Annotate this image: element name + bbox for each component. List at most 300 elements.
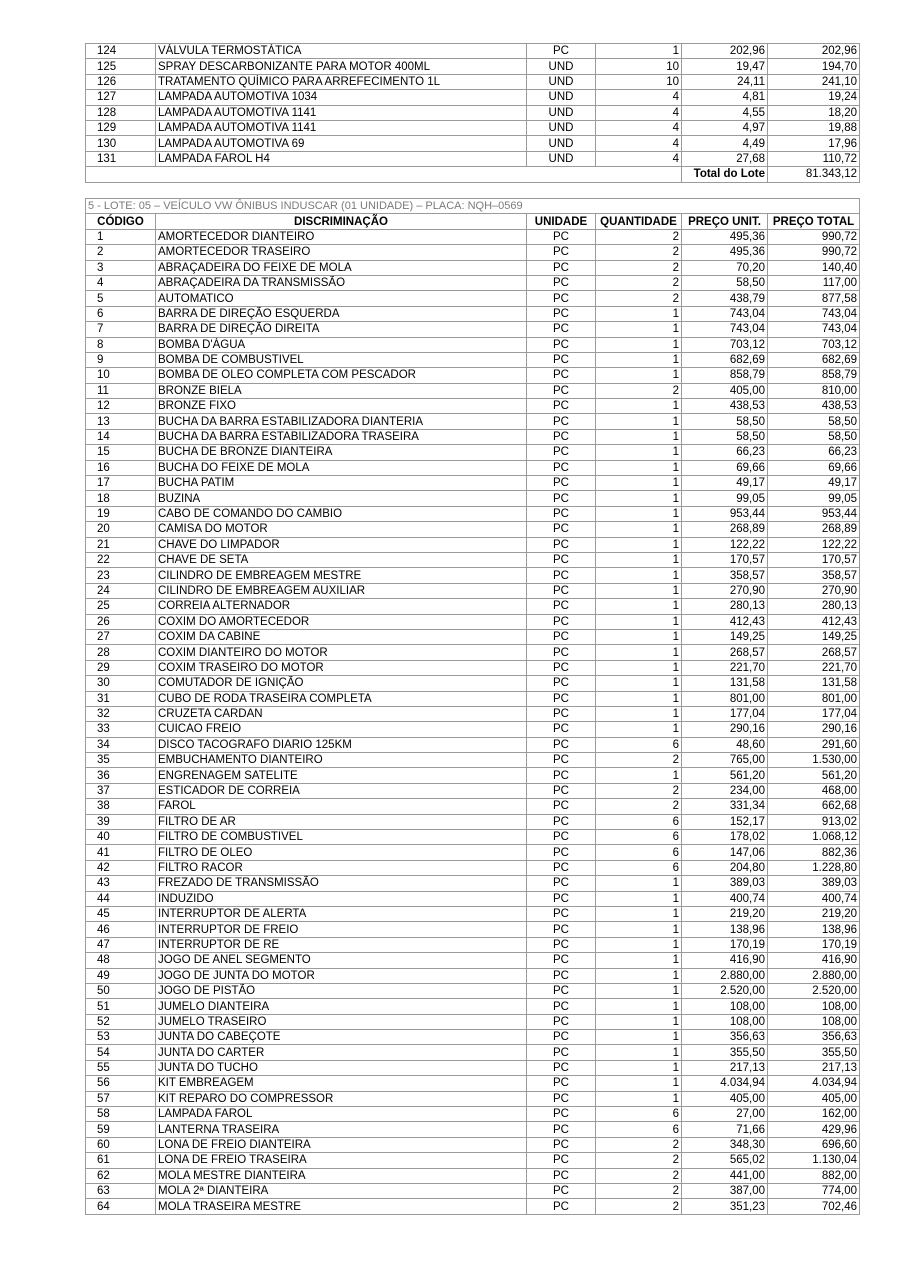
item-quantity: 6	[596, 860, 682, 875]
item-description: JUNTA DO CABEÇOTE	[156, 1030, 527, 1045]
item-code: 14	[86, 429, 156, 444]
item-unit: UND	[527, 59, 596, 74]
table-row	[86, 599, 860, 614]
table-row	[86, 583, 860, 598]
item-unit: PC	[527, 1199, 596, 1214]
item-unit-price: 441,00	[682, 1168, 768, 1183]
item-total-price: 1.530,00	[768, 753, 860, 768]
table-row	[86, 229, 860, 244]
item-code: 61	[86, 1153, 156, 1168]
header-codigo: CÓDIGO	[86, 214, 156, 229]
table-row	[86, 245, 860, 260]
item-quantity: 2	[596, 260, 682, 275]
item-unit: PC	[527, 506, 596, 521]
table-row	[86, 1091, 860, 1106]
item-quantity: 1	[596, 660, 682, 675]
item-total-price: 438,53	[768, 399, 860, 414]
table-row	[86, 383, 860, 398]
item-unit: PC	[527, 599, 596, 614]
item-quantity: 1	[596, 476, 682, 491]
item-total-price: 743,04	[768, 322, 860, 337]
item-quantity: 6	[596, 814, 682, 829]
item-description: ESTICADOR DE CORREIA	[156, 783, 527, 798]
item-quantity: 4	[596, 136, 682, 151]
item-quantity: 1	[596, 460, 682, 475]
item-code: 26	[86, 614, 156, 629]
table-row	[86, 860, 860, 875]
lote-title-row	[86, 199, 860, 214]
item-quantity: 1	[596, 337, 682, 352]
item-code: 62	[86, 1168, 156, 1183]
item-unit-price: 219,20	[682, 906, 768, 921]
item-description: FREZADO DE TRANSMISSÃO	[156, 876, 527, 891]
item-unit-price: 331,34	[682, 799, 768, 814]
item-code: 25	[86, 599, 156, 614]
item-description: AUTOMATICO	[156, 291, 527, 306]
item-unit-price: 108,00	[682, 1014, 768, 1029]
item-code: 126	[86, 74, 156, 89]
item-description: BUZINA	[156, 491, 527, 506]
item-total-price: 170,57	[768, 552, 860, 567]
item-total-price: 66,23	[768, 445, 860, 460]
item-code: 130	[86, 136, 156, 151]
item-code: 63	[86, 1184, 156, 1199]
item-quantity: 1	[596, 1014, 682, 1029]
item-unit: PC	[527, 906, 596, 921]
item-description: LANTERNA TRASEIRA	[156, 1122, 527, 1137]
item-total-price: 194,70	[768, 59, 860, 74]
item-quantity: 2	[596, 1199, 682, 1214]
item-code: 19	[86, 506, 156, 521]
item-code: 28	[86, 645, 156, 660]
item-total-price: 2.880,00	[768, 968, 860, 983]
item-quantity: 1	[596, 1060, 682, 1075]
item-unit: PC	[527, 260, 596, 275]
item-quantity: 6	[596, 737, 682, 752]
item-total-price: 19,88	[768, 120, 860, 135]
item-code: 16	[86, 460, 156, 475]
item-quantity: 2	[596, 383, 682, 398]
item-unit: PC	[527, 768, 596, 783]
item-description: CUICAO FREIO	[156, 722, 527, 737]
item-code: 29	[86, 660, 156, 675]
item-unit-price: 743,04	[682, 306, 768, 321]
table-row	[86, 830, 860, 845]
table-row	[86, 537, 860, 552]
item-description: DISCO TACOGRAFO DIARIO 125KM	[156, 737, 527, 752]
item-unit: PC	[527, 830, 596, 845]
header-preco-unit: PREÇO UNIT.	[682, 214, 768, 229]
item-unit-price: 58,50	[682, 414, 768, 429]
item-description: MOLA 2ª DIANTEIRA	[156, 1184, 527, 1199]
table-row	[86, 399, 860, 414]
item-quantity: 1	[596, 1076, 682, 1091]
item-unit-price: 49,17	[682, 476, 768, 491]
table-row	[86, 1107, 860, 1122]
item-unit: PC	[527, 1153, 596, 1168]
item-unit-price: 348,30	[682, 1137, 768, 1152]
table-row	[86, 768, 860, 783]
item-unit-price: 356,63	[682, 1030, 768, 1045]
item-unit-price: 270,90	[682, 583, 768, 598]
table-row	[86, 676, 860, 691]
table-row	[86, 783, 860, 798]
item-total-price: 468,00	[768, 783, 860, 798]
item-description: INTERRUPTOR DE RE	[156, 937, 527, 952]
item-unit-price: 131,58	[682, 676, 768, 691]
item-description: COXIM DO AMORTECEDOR	[156, 614, 527, 629]
item-unit-price: 561,20	[682, 768, 768, 783]
item-unit: PC	[527, 1122, 596, 1137]
item-code: 20	[86, 522, 156, 537]
item-description: JUNTA DO TUCHO	[156, 1060, 527, 1075]
item-unit: PC	[527, 522, 596, 537]
item-total-price: 241,10	[768, 74, 860, 89]
item-quantity: 1	[596, 322, 682, 337]
item-unit: PC	[527, 352, 596, 367]
item-total-price: 17,96	[768, 136, 860, 151]
table-row	[86, 891, 860, 906]
table-row	[86, 629, 860, 644]
table-row	[86, 460, 860, 475]
item-description: FILTRO DE OLEO	[156, 845, 527, 860]
item-unit-price: 290,16	[682, 722, 768, 737]
item-total-price: 810,00	[768, 383, 860, 398]
table-row	[86, 352, 860, 367]
lote-total-value: 81.343,12	[768, 167, 860, 182]
table-row	[86, 291, 860, 306]
item-code: 4	[86, 275, 156, 290]
item-unit: PC	[527, 445, 596, 460]
table-row	[86, 44, 860, 59]
item-description: BARRA DE DIREÇÃO DIREITA	[156, 322, 527, 337]
item-unit-price: 703,12	[682, 337, 768, 352]
item-unit-price: 268,57	[682, 645, 768, 660]
item-unit: PC	[527, 1184, 596, 1199]
item-code: 58	[86, 1107, 156, 1122]
table-row	[86, 306, 860, 321]
item-code: 124	[86, 44, 156, 59]
item-code: 59	[86, 1122, 156, 1137]
item-code: 131	[86, 151, 156, 166]
item-quantity: 4	[596, 120, 682, 135]
item-code: 38	[86, 799, 156, 814]
item-total-price: 268,57	[768, 645, 860, 660]
item-code: 41	[86, 845, 156, 860]
item-total-price: 280,13	[768, 599, 860, 614]
item-quantity: 2	[596, 1137, 682, 1152]
item-total-price: 913,02	[768, 814, 860, 829]
item-description: BOMBA DE OLEO COMPLETA COM PESCADOR	[156, 368, 527, 383]
lote-05-body	[86, 229, 860, 1214]
item-unit: PC	[527, 1030, 596, 1045]
item-total-price: 122,22	[768, 537, 860, 552]
item-code: 64	[86, 1199, 156, 1214]
item-description: ENGRENAGEM SATELITE	[156, 768, 527, 783]
item-unit-price: 682,69	[682, 352, 768, 367]
item-unit: PC	[527, 999, 596, 1014]
previous-lote-table	[85, 43, 860, 183]
item-description: COXIM DA CABINE	[156, 629, 527, 644]
table-row	[86, 1153, 860, 1168]
item-unit: PC	[527, 1045, 596, 1060]
item-total-price: 801,00	[768, 691, 860, 706]
item-description: BRONZE FIXO	[156, 399, 527, 414]
item-quantity: 1	[596, 891, 682, 906]
item-unit-price: 147,06	[682, 845, 768, 860]
item-description: BOMBA DE COMBUSTIVEL	[156, 352, 527, 367]
item-unit-price: 358,57	[682, 568, 768, 583]
table-row	[86, 953, 860, 968]
table-row	[86, 906, 860, 921]
item-total-price: 703,12	[768, 337, 860, 352]
item-quantity: 4	[596, 105, 682, 120]
item-quantity: 1	[596, 691, 682, 706]
item-code: 55	[86, 1060, 156, 1075]
item-unit-price: 152,17	[682, 814, 768, 829]
table-row	[86, 59, 860, 74]
item-unit: PC	[527, 968, 596, 983]
item-unit-price: 405,00	[682, 383, 768, 398]
item-code: 33	[86, 722, 156, 737]
table-row	[86, 1030, 860, 1045]
item-unit-price: 387,00	[682, 1184, 768, 1199]
item-description: VÁLVULA TERMOSTÁTICA	[156, 44, 527, 59]
item-quantity: 1	[596, 722, 682, 737]
item-unit-price: 221,70	[682, 660, 768, 675]
item-description: CILINDRO DE EMBREAGEM AUXILIAR	[156, 583, 527, 598]
table-row	[86, 614, 860, 629]
item-unit: PC	[527, 799, 596, 814]
item-code: 34	[86, 737, 156, 752]
item-quantity: 1	[596, 629, 682, 644]
item-unit: PC	[527, 568, 596, 583]
item-code: 9	[86, 352, 156, 367]
item-description: COXIM TRASEIRO DO MOTOR	[156, 660, 527, 675]
item-unit-price: 170,57	[682, 552, 768, 567]
item-unit-price: 24,11	[682, 74, 768, 89]
item-code: 24	[86, 583, 156, 598]
table-row	[86, 90, 860, 105]
item-code: 43	[86, 876, 156, 891]
item-description: COXIM DIANTEIRO DO MOTOR	[156, 645, 527, 660]
item-unit-price: 138,96	[682, 922, 768, 937]
item-unit-price: 355,50	[682, 1045, 768, 1060]
item-total-price: 69,66	[768, 460, 860, 475]
item-total-price: 2.520,00	[768, 983, 860, 998]
item-total-price: 221,70	[768, 660, 860, 675]
table-row	[86, 1137, 860, 1152]
item-total-price: 696,60	[768, 1137, 860, 1152]
item-code: 35	[86, 753, 156, 768]
table-row	[86, 814, 860, 829]
item-description: MOLA TRASEIRA MESTRE	[156, 1199, 527, 1214]
item-total-price: 108,00	[768, 1014, 860, 1029]
item-code: 27	[86, 629, 156, 644]
item-unit: PC	[527, 583, 596, 598]
item-total-price: 990,72	[768, 245, 860, 260]
item-unit-price: 4,81	[682, 90, 768, 105]
item-unit-price: 495,36	[682, 245, 768, 260]
item-code: 50	[86, 983, 156, 998]
item-code: 23	[86, 568, 156, 583]
item-quantity: 1	[596, 414, 682, 429]
item-quantity: 4	[596, 90, 682, 105]
item-quantity: 1	[596, 44, 682, 59]
item-total-price: 416,90	[768, 953, 860, 968]
item-unit: PC	[527, 383, 596, 398]
item-unit: PC	[527, 1137, 596, 1152]
item-code: 22	[86, 552, 156, 567]
item-unit-price: 204,80	[682, 860, 768, 875]
item-total-price: 412,43	[768, 614, 860, 629]
item-description: FILTRO DE AR	[156, 814, 527, 829]
item-quantity: 1	[596, 522, 682, 537]
item-unit: PC	[527, 953, 596, 968]
item-unit: PC	[527, 922, 596, 937]
item-code: 13	[86, 414, 156, 429]
table-row	[86, 937, 860, 952]
item-description: BRONZE BIELA	[156, 383, 527, 398]
item-code: 49	[86, 968, 156, 983]
item-unit: PC	[527, 537, 596, 552]
item-unit: PC	[527, 337, 596, 352]
item-quantity: 1	[596, 1091, 682, 1106]
item-description: FILTRO RACOR	[156, 860, 527, 875]
item-quantity: 1	[596, 506, 682, 521]
table-header-row	[86, 214, 860, 229]
item-description: INTERRUPTOR DE FREIO	[156, 922, 527, 937]
item-total-price: 400,74	[768, 891, 860, 906]
item-unit-price: 4,55	[682, 105, 768, 120]
item-total-price: 1.130,04	[768, 1153, 860, 1168]
item-total-price: 1.068,12	[768, 830, 860, 845]
table-row	[86, 491, 860, 506]
item-unit: PC	[527, 845, 596, 860]
item-unit: PC	[527, 753, 596, 768]
item-quantity: 1	[596, 968, 682, 983]
item-unit: PC	[527, 937, 596, 952]
item-description: CUBO DE RODA TRASEIRA COMPLETA	[156, 691, 527, 706]
item-description: LAMPADA FAROL H4	[156, 151, 527, 166]
item-quantity: 1	[596, 1045, 682, 1060]
table-row	[86, 74, 860, 89]
item-unit: PC	[527, 229, 596, 244]
item-code: 53	[86, 1030, 156, 1045]
item-quantity: 1	[596, 953, 682, 968]
item-unit-price: 122,22	[682, 537, 768, 552]
item-description: LAMPADA AUTOMOTIVA 1141	[156, 120, 527, 135]
item-total-price: 177,04	[768, 706, 860, 721]
item-total-price: 131,58	[768, 676, 860, 691]
item-code: 54	[86, 1045, 156, 1060]
table-row	[86, 368, 860, 383]
table-row	[86, 1168, 860, 1183]
item-total-price: 429,96	[768, 1122, 860, 1137]
item-quantity: 1	[596, 352, 682, 367]
item-quantity: 2	[596, 799, 682, 814]
item-unit: PC	[527, 722, 596, 737]
item-quantity: 1	[596, 491, 682, 506]
table-row	[86, 1184, 860, 1199]
item-quantity: 1	[596, 876, 682, 891]
lote-05-table	[85, 198, 860, 1215]
item-total-price: 108,00	[768, 999, 860, 1014]
table-row	[86, 799, 860, 814]
item-quantity: 2	[596, 1168, 682, 1183]
item-unit-price: 58,50	[682, 275, 768, 290]
item-description: BUCHA DO FEIXE DE MOLA	[156, 460, 527, 475]
item-quantity: 2	[596, 753, 682, 768]
item-unit: UND	[527, 151, 596, 166]
item-quantity: 1	[596, 614, 682, 629]
item-total-price: 990,72	[768, 229, 860, 244]
item-unit-price: 4,97	[682, 120, 768, 135]
item-total-price: 291,60	[768, 737, 860, 752]
item-code: 42	[86, 860, 156, 875]
table-row	[86, 445, 860, 460]
item-quantity: 2	[596, 275, 682, 290]
item-description: JOGO DE JUNTA DO MOTOR	[156, 968, 527, 983]
item-unit: PC	[527, 876, 596, 891]
item-total-price: 355,50	[768, 1045, 860, 1060]
table-row	[86, 722, 860, 737]
item-description: SPRAY DESCARBONIZANTE PARA MOTOR 400ML	[156, 59, 527, 74]
item-total-price: 1.228,80	[768, 860, 860, 875]
item-unit-price: 178,02	[682, 830, 768, 845]
item-unit: PC	[527, 414, 596, 429]
item-unit: PC	[527, 476, 596, 491]
item-unit: PC	[527, 552, 596, 567]
item-total-price: 140,40	[768, 260, 860, 275]
item-unit-price: 438,79	[682, 291, 768, 306]
item-total-price: 162,00	[768, 1107, 860, 1122]
item-quantity: 6	[596, 830, 682, 845]
item-code: 32	[86, 706, 156, 721]
item-quantity: 1	[596, 429, 682, 444]
table-row	[86, 476, 860, 491]
item-description: INDUZIDO	[156, 891, 527, 906]
item-description: LONA DE FREIO DIANTEIRA	[156, 1137, 527, 1152]
item-unit-price: 99,05	[682, 491, 768, 506]
item-unit-price: 71,66	[682, 1122, 768, 1137]
item-description: INTERRUPTOR DE ALERTA	[156, 906, 527, 921]
item-unit-price: 2.880,00	[682, 968, 768, 983]
item-unit: PC	[527, 783, 596, 798]
item-description: BARRA DE DIREÇÃO ESQUERDA	[156, 306, 527, 321]
table-row	[86, 706, 860, 721]
item-unit-price: 405,00	[682, 1091, 768, 1106]
table-row	[86, 260, 860, 275]
lote-total-row	[86, 167, 860, 182]
item-code: 12	[86, 399, 156, 414]
item-description: MOLA MESTRE DIANTEIRA	[156, 1168, 527, 1183]
item-code: 51	[86, 999, 156, 1014]
item-total-price: 290,16	[768, 722, 860, 737]
item-quantity: 1	[596, 937, 682, 952]
item-quantity: 4	[596, 151, 682, 166]
item-code: 3	[86, 260, 156, 275]
item-total-price: 682,69	[768, 352, 860, 367]
header-preco-total: PREÇO TOTAL	[768, 214, 860, 229]
table-row	[86, 968, 860, 983]
item-total-price: 170,19	[768, 937, 860, 952]
item-description: CHAVE DE SETA	[156, 552, 527, 567]
item-unit: PC	[527, 322, 596, 337]
item-quantity: 2	[596, 229, 682, 244]
item-code: 48	[86, 953, 156, 968]
item-description: LAMPADA AUTOMOTIVA 69	[156, 136, 527, 151]
